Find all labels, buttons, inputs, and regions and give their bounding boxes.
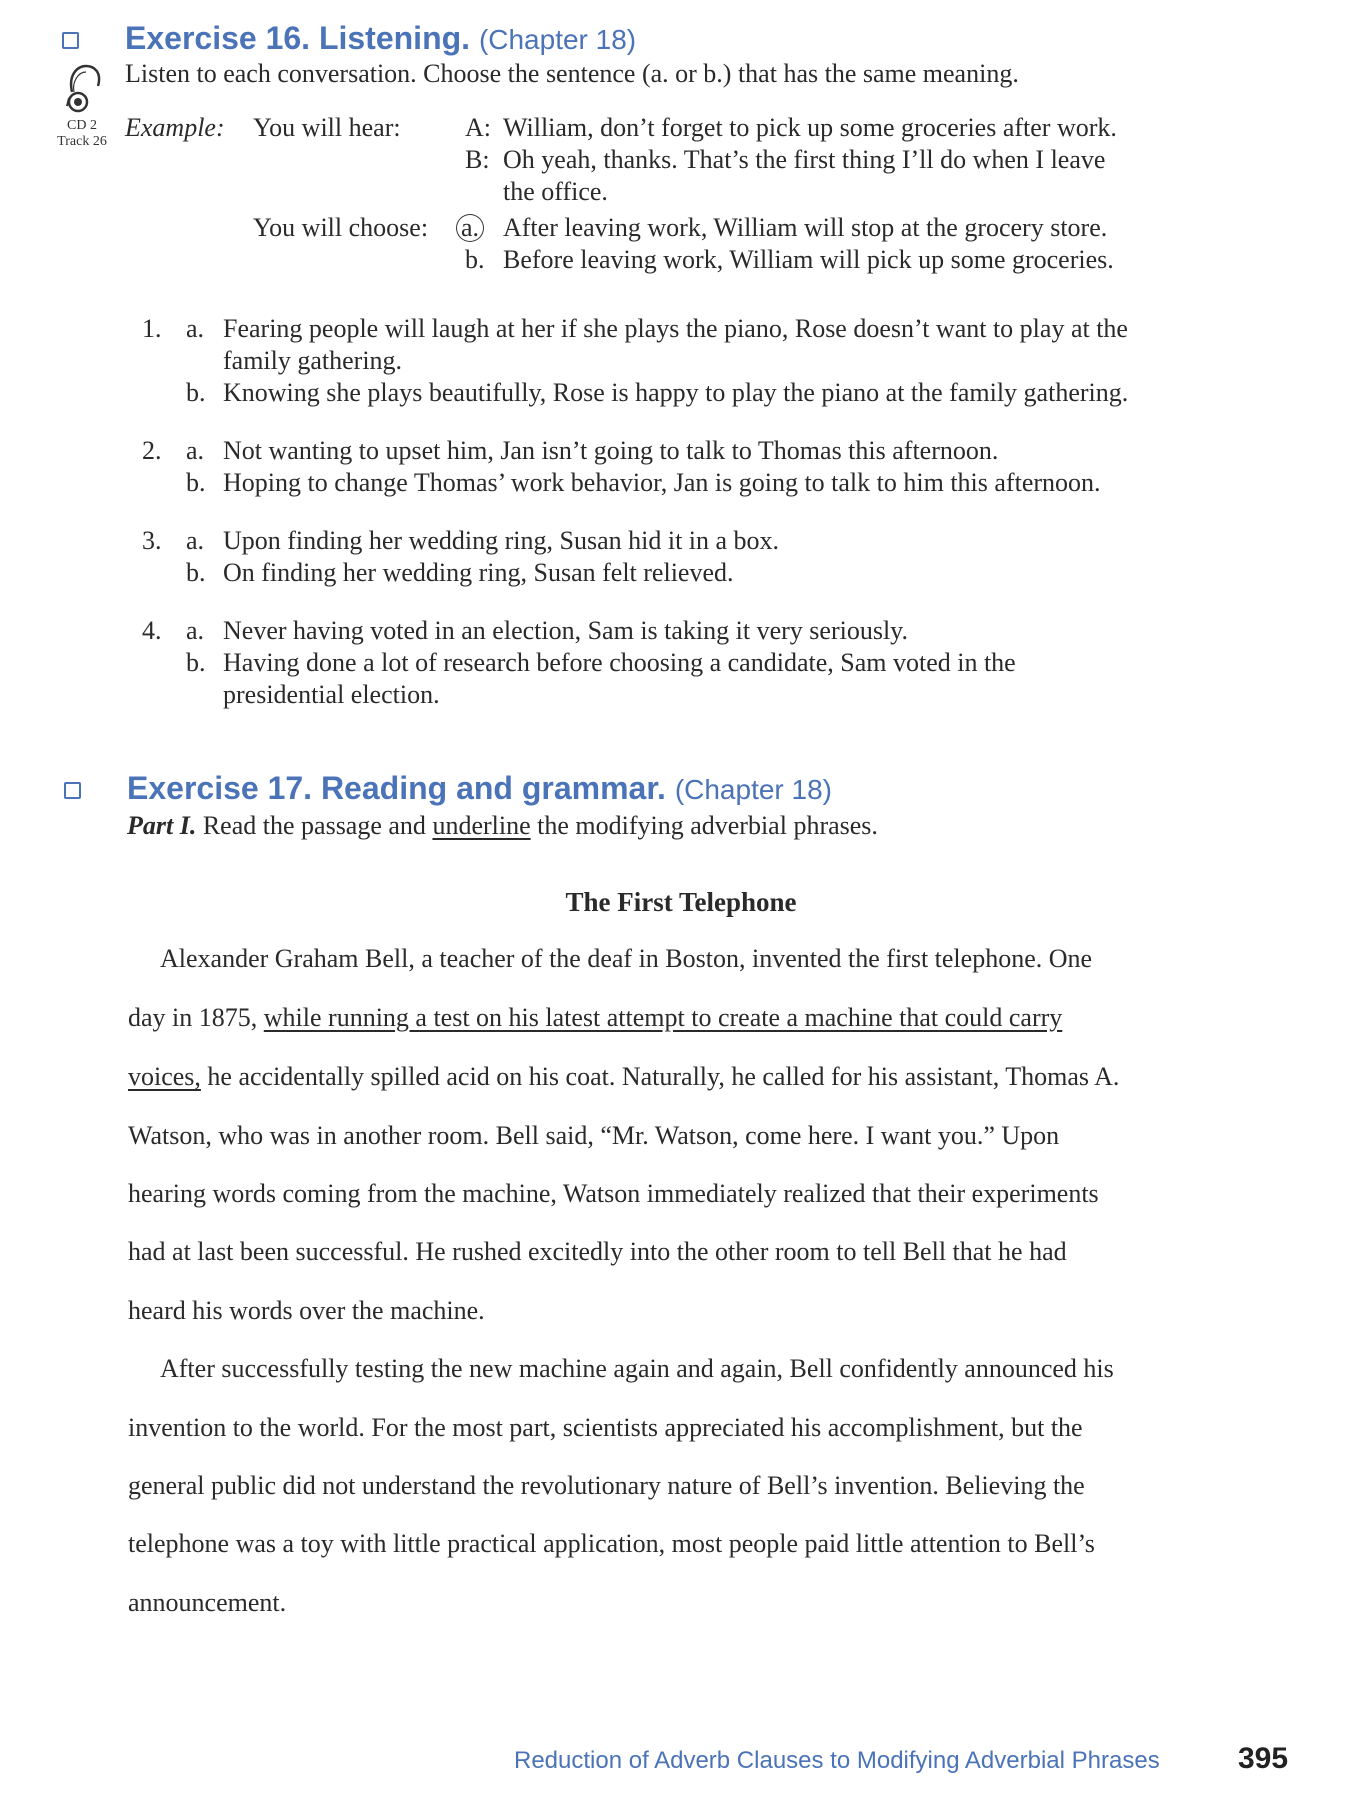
underlined-adverbial-phrase-end: voices, <box>128 1062 201 1091</box>
dialogue-a-label: A: <box>465 113 491 142</box>
you-will-choose-label: You will choose: <box>253 213 429 242</box>
exercise-16-heading <box>125 20 636 57</box>
instruction-post: the modifying adverbial phrases. <box>537 811 878 840</box>
exercise-17-title: Exercise 17. Reading and grammar. <box>127 770 666 806</box>
track-number: Track 26 <box>57 134 107 149</box>
passage-p1-line-4: Watson, who was in another room. Bell said, “Mr. Watson, come here. I want you.” Upon <box>128 1121 1060 1150</box>
exercise-17-chapter: (Chapter 18) <box>674 774 832 805</box>
cd-number: CD 2 <box>67 118 97 133</box>
passage-p1-line-7: heard his words over the machine. <box>128 1296 485 1325</box>
item-3-option-a-line-1: Upon finding her wedding ring, Susan hid it in a box. <box>223 526 780 555</box>
passage-title: The First Telephone <box>565 887 797 917</box>
exercise-16-title: Exercise 16. Listening. <box>125 20 471 56</box>
item-1-option-b-line-1: Knowing she plays beautifully, Rose is happy to play the piano at the family gathering. <box>223 378 1129 407</box>
exercise-17-heading <box>127 770 832 807</box>
passage-p1-line-2 <box>128 1003 1062 1033</box>
item-3-option-a-label[interactable]: a. <box>186 526 205 555</box>
example-choice-a-label[interactable] <box>456 212 484 244</box>
dialogue-b-text-line-1: Oh yeah, thanks. That’s the first thing I’ll do when I leave <box>503 145 1106 174</box>
item-4-option-b-label[interactable]: b. <box>186 648 206 677</box>
passage-p2-line-3: general public did not understand the revolutionary nature of Bell’s invention. Believing the <box>128 1471 1085 1500</box>
dialogue-b-label: B: <box>465 145 490 174</box>
item-4-option-a-line-1: Never having voted in an election, Sam is taking it very seriously. <box>223 616 908 645</box>
exercise-16-chapter: (Chapter 18) <box>478 24 637 55</box>
item-1-number: 1. <box>142 314 162 343</box>
page-number: 395 <box>1238 1742 1289 1775</box>
item-1-option-a-line-1: Fearing people will laugh at her if she plays the piano, Rose doesn’t want to play at the <box>223 314 1128 343</box>
passage-p1-line-3-post: he accidentally spilled acid on his coat. Naturally, he called for his assistant, Thomas A. <box>207 1062 1120 1091</box>
headphones-icon <box>64 62 104 114</box>
passage-p1-line-3 <box>128 1062 1119 1092</box>
item-4-option-b-line-2: presidential election. <box>223 680 440 709</box>
item-1-option-a-line-2: family gathering. <box>223 346 403 375</box>
item-1-option-a-label[interactable]: a. <box>186 314 205 343</box>
passage-p2-line-2: invention to the world. For the most part, scientists appreciated his accomplishment, but the <box>128 1413 1083 1442</box>
item-4-option-a-label[interactable]: a. <box>186 616 205 645</box>
exercise-17-instruction <box>127 810 878 842</box>
passage-p1-line-1: Alexander Graham Bell, a teacher of the deaf in Boston, invented the first telephone. One <box>160 944 1093 973</box>
instruction-underline-word: underline <box>432 811 531 840</box>
item-2-number: 2. <box>142 436 162 465</box>
you-will-hear-label: You will hear: <box>253 113 401 142</box>
exercise-16-checkbox[interactable] <box>62 32 79 49</box>
item-4-option-b-line-1: Having done a lot of research before choosing a candidate, Sam voted in the <box>223 648 1016 677</box>
example-label: Example: <box>125 113 225 142</box>
item-3-option-b-line-1: On finding her wedding ring, Susan felt relieved. <box>223 558 734 587</box>
exercise-16-instruction: Listen to each conversation. Choose the sentence (a. or b.) that has the same meaning. <box>125 59 1019 88</box>
passage-p2-line-5: announcement. <box>128 1588 287 1617</box>
item-2-option-a-label[interactable]: a. <box>186 436 205 465</box>
underlined-adverbial-phrase: while running a test on his latest attempt to create a machine that could carry <box>263 1003 1063 1032</box>
item-2-option-a-line-1: Not wanting to upset him, Jan isn’t going to talk to Thomas this afternoon. <box>223 436 999 465</box>
passage-p2-line-1: After successfully testing the new machine again and again, Bell confidently announced his <box>160 1354 1114 1383</box>
item-2-option-b-label[interactable]: b. <box>186 468 206 497</box>
passage-p1-line-2-pre: day in 1875, <box>128 1003 258 1032</box>
example-choice-a-text: After leaving work, William will stop at the grocery store. <box>503 213 1108 242</box>
item-3-number: 3. <box>142 526 162 555</box>
part-label: Part I. <box>127 811 197 840</box>
example-choice-b-text: Before leaving work, William will pick up some groceries. <box>503 245 1114 274</box>
dialogue-b-text-line-2: the office. <box>503 177 608 206</box>
dialogue-a-text: William, don’t forget to pick up some groceries after work. <box>503 113 1117 142</box>
exercise-17-checkbox[interactable] <box>64 782 81 799</box>
item-1-option-b-label[interactable]: b. <box>186 378 206 407</box>
passage-p2-line-4: telephone was a toy with little practical application, most people paid little attention to Bell’s <box>128 1529 1095 1558</box>
passage-p1-line-6: had at last been successful. He rushed excitedly into the other room to tell Bell that he had <box>128 1237 1067 1266</box>
cd-track-label <box>52 118 112 150</box>
item-4-number: 4. <box>142 616 162 645</box>
circled-answer: a. <box>456 214 484 242</box>
running-footer: Reduction of Adverb Clauses to Modifying Adverbial Phrases <box>514 1747 1160 1774</box>
instruction-pre: Read the passage and <box>202 811 426 840</box>
item-2-option-b-line-1: Hoping to change Thomas’ work behavior, Jan is going to talk to him this afternoon. <box>223 468 1101 497</box>
passage-p1-line-5: hearing words coming from the machine, Watson immediately realized that their experiments <box>128 1179 1099 1208</box>
example-choice-b-label[interactable]: b. <box>465 245 485 274</box>
item-3-option-b-label[interactable]: b. <box>186 558 206 587</box>
